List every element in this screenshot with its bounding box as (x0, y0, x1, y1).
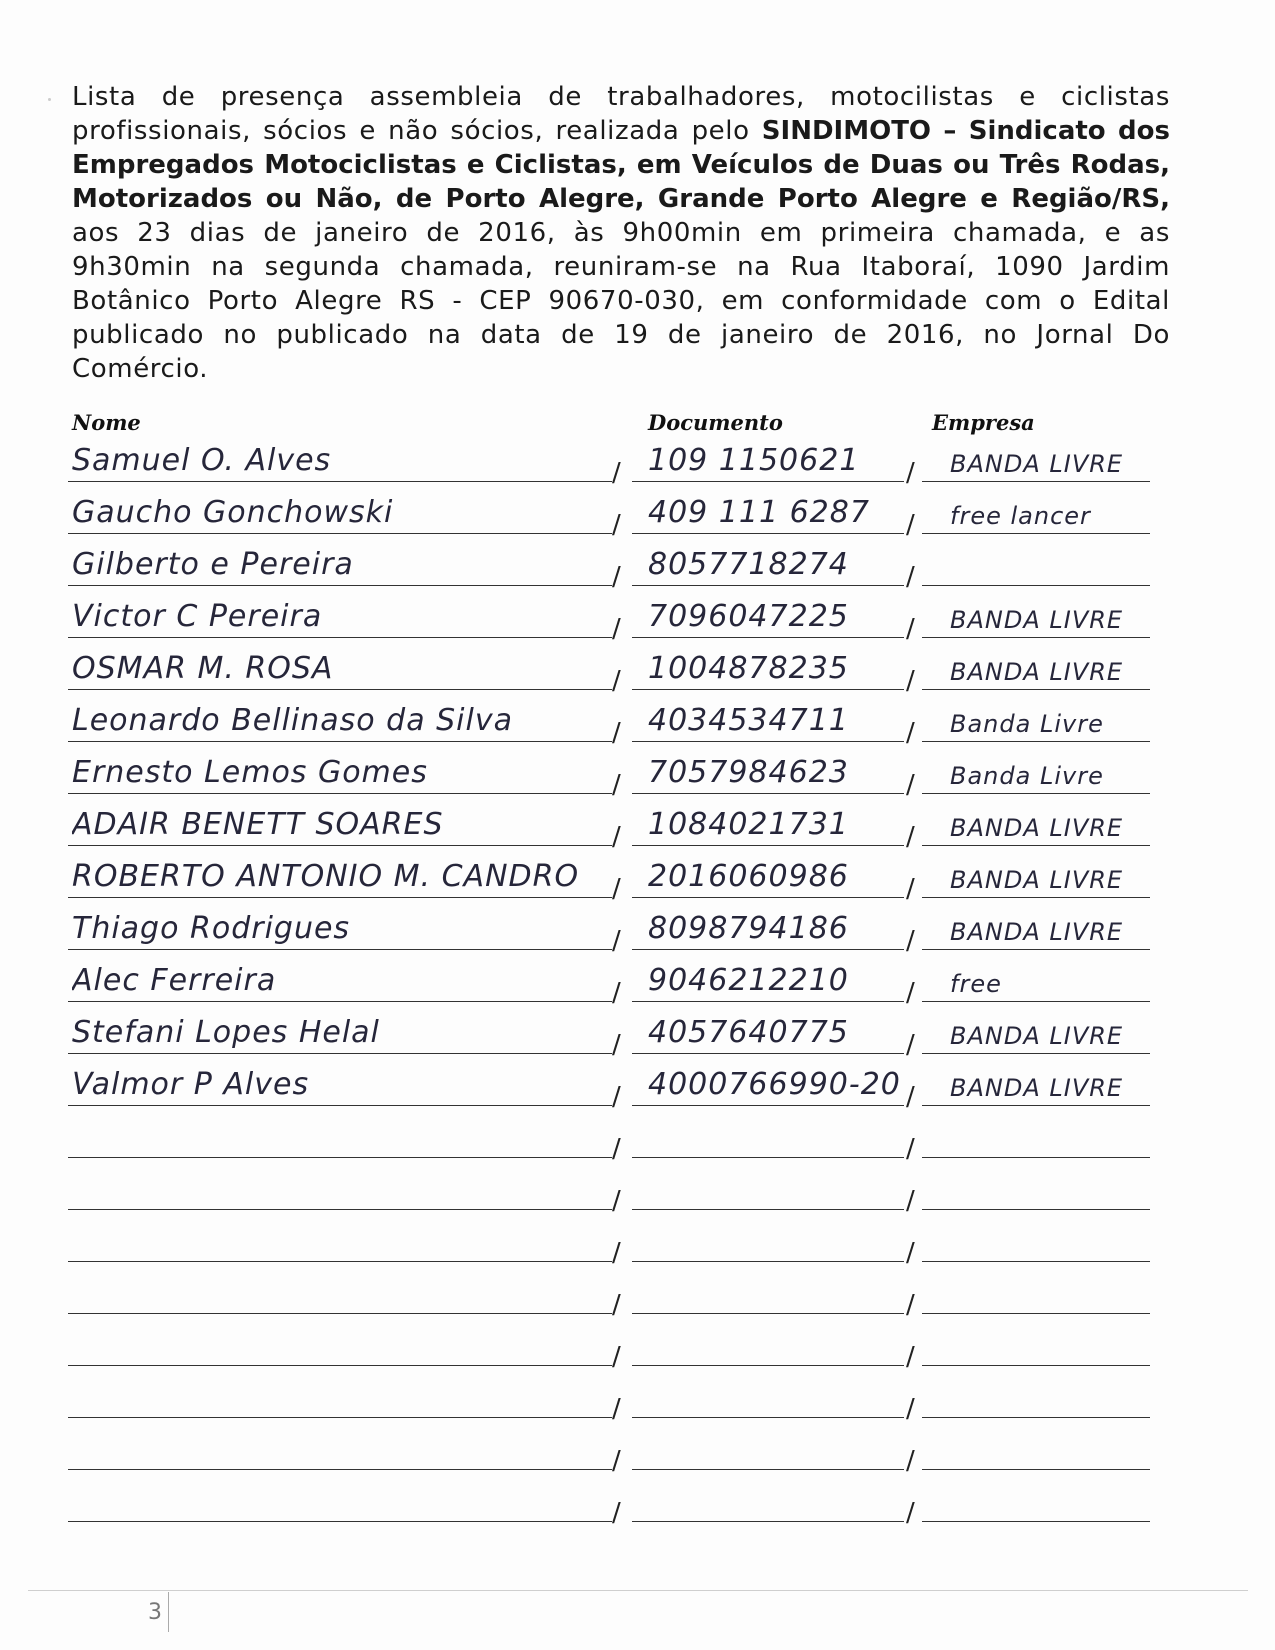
column-separator: / (612, 510, 621, 540)
column-separator: / (612, 1238, 621, 1268)
footer-tick (168, 1592, 169, 1632)
handwritten-empresa: BANDA LIVRE (950, 866, 1124, 894)
column-separator: / (906, 1082, 915, 1112)
signature-line-documento (632, 1521, 904, 1522)
handwritten-empresa: Banda Livre (950, 710, 1104, 738)
table-row (0, 742, 1275, 800)
column-separator: / (906, 1394, 915, 1424)
column-separator: / (906, 1342, 915, 1372)
column-separator: / (906, 614, 915, 644)
intro-paragraph (72, 80, 1170, 386)
column-separator: / (906, 1238, 915, 1268)
table-row (0, 898, 1275, 956)
handwritten-nome: Gaucho Gonchowski (72, 495, 394, 530)
handwritten-empresa: BANDA LIVRE (950, 814, 1124, 842)
table-row (0, 1470, 1275, 1528)
column-separator: / (906, 1446, 915, 1476)
footer-rule (28, 1590, 1248, 1591)
handwritten-documento: 109 1150621 (648, 443, 860, 478)
column-separator: / (612, 1134, 621, 1164)
table-row (0, 638, 1275, 696)
column-separator: / (612, 458, 621, 488)
handwritten-documento: 7057984623 (648, 755, 849, 790)
handwritten-empresa: BANDA LIVRE (950, 658, 1124, 686)
intro-text-end: aos 23 dias de janeiro de 2016, às 9h00min em primeira chamada, e as 9h30min na segunda chamada, reuniram-se na Rua Itaboraí, 1090 Jardim Botânico Porto Alegre RS - CEP 90670-030, em conformidade com o Edital publicado no publicado na data de 19 de janeiro de 2016, no Jornal Do Comércio. (72, 218, 1170, 384)
table-row (0, 1366, 1275, 1424)
column-separator: / (906, 822, 915, 852)
handwritten-documento: 4034534711 (648, 703, 849, 738)
column-separator: / (612, 666, 621, 696)
table-row (0, 1106, 1275, 1164)
column-separator: / (612, 1446, 621, 1476)
column-separator: / (906, 770, 915, 800)
table-row (0, 1314, 1275, 1372)
handwritten-documento: 8098794186 (648, 911, 849, 946)
table-row (0, 1054, 1275, 1112)
handwritten-empresa: BANDA LIVRE (950, 606, 1124, 634)
column-separator: / (906, 1030, 915, 1060)
handwritten-documento: 2016060986 (648, 859, 849, 894)
handwritten-nome: ADAIR BENETT SOARES (72, 807, 444, 842)
table-row (0, 794, 1275, 852)
handwritten-nome: Valmor P Alves (72, 1067, 310, 1102)
table-row (0, 586, 1275, 644)
column-separator: / (612, 926, 621, 956)
handwritten-nome: Thiago Rodrigues (72, 911, 351, 946)
column-separator: / (906, 1290, 915, 1320)
column-separator: / (612, 562, 621, 592)
column-separator: / (612, 1030, 621, 1060)
table-row (0, 1262, 1275, 1320)
handwritten-documento: 7096047225 (648, 599, 849, 634)
intro-text-start: Lista de presença assembleia de trabalhadores, motocilistas e ciclistas profissionais, sócios e não sócios, realizada pelo (72, 82, 1170, 146)
column-separator: / (906, 1134, 915, 1164)
column-separator: / (612, 770, 621, 800)
table-row (0, 1002, 1275, 1060)
handwritten-empresa: BANDA LIVRE (950, 918, 1124, 946)
column-separator: / (612, 1290, 621, 1320)
handwritten-documento: 4057640775 (648, 1015, 849, 1050)
handwritten-documento: 9046212210 (648, 963, 849, 998)
handwritten-nome: Alec Ferreira (72, 963, 277, 998)
column-separator: / (906, 666, 915, 696)
column-separator: / (906, 1186, 915, 1216)
table-row (0, 534, 1275, 592)
handwritten-empresa: BANDA LIVRE (950, 1022, 1124, 1050)
column-separator: / (906, 978, 915, 1008)
handwritten-empresa: BANDA LIVRE (950, 1074, 1124, 1102)
handwritten-nome: Samuel O. Alves (72, 443, 332, 478)
table-row (0, 690, 1275, 748)
column-separator: / (612, 1498, 621, 1528)
column-separator: / (906, 926, 915, 956)
table-row (0, 846, 1275, 904)
scan-speck (48, 98, 51, 101)
column-separator: / (612, 874, 621, 904)
handwritten-nome: Leonardo Bellinaso da Silva (72, 703, 513, 738)
handwritten-documento: 8057718274 (648, 547, 849, 582)
handwritten-empresa: free (950, 970, 1002, 998)
column-separator: / (906, 562, 915, 592)
handwritten-documento: 1004878235 (648, 651, 849, 686)
column-separator: / (906, 510, 915, 540)
column-separator: / (906, 874, 915, 904)
table-row (0, 430, 1275, 488)
handwritten-nome: Ernesto Lemos Gomes (72, 755, 428, 790)
column-separator: / (612, 718, 621, 748)
column-separator: / (612, 822, 621, 852)
handwritten-nome: Gilberto e Pereira (72, 547, 354, 582)
column-separator: / (906, 1498, 915, 1528)
table-row (0, 1418, 1275, 1476)
handwritten-documento: 1084021731 (648, 807, 849, 842)
handwritten-documento: 4000766990-20 (648, 1067, 901, 1102)
column-header-documento: Documento (648, 410, 783, 435)
handwritten-empresa: BANDA LIVRE (950, 450, 1124, 478)
handwritten-nome: Victor C Pereira (72, 599, 323, 634)
handwritten-nome: ROBERTO ANTONIO M. CANDRO (72, 859, 580, 894)
column-separator: / (612, 614, 621, 644)
column-separator: / (612, 1342, 621, 1372)
table-row (0, 1210, 1275, 1268)
column-header-empresa: Empresa (932, 410, 1035, 435)
column-separator: / (612, 1394, 621, 1424)
handwritten-empresa: free lancer (950, 502, 1091, 530)
handwritten-empresa: Banda Livre (950, 762, 1104, 790)
column-header-nome: Nome (72, 410, 141, 435)
column-separator: / (906, 718, 915, 748)
column-separator: / (612, 1186, 621, 1216)
intro-union-name: SINDIMOTO – Sindicato dos Empregados Motociclistas e Ciclistas, em Veículos de Duas ou Três Rodas, Motorizados ou Não, de Porto Alegre, Grande Porto Alegre e Região/RS, (72, 116, 1170, 214)
table-row (0, 950, 1275, 1008)
handwritten-nome: Stefani Lopes Helal (72, 1015, 380, 1050)
table-row (0, 1158, 1275, 1216)
column-separator: / (612, 1082, 621, 1112)
page-mark: 3 (148, 1600, 162, 1625)
signature-line-nome (68, 1521, 612, 1522)
column-separator: / (906, 458, 915, 488)
column-separator: / (612, 978, 621, 1008)
table-row (0, 482, 1275, 540)
handwritten-documento: 409 111 6287 (648, 495, 870, 530)
handwritten-nome: OSMAR M. ROSA (72, 651, 334, 686)
signature-line-empresa (922, 1521, 1150, 1522)
